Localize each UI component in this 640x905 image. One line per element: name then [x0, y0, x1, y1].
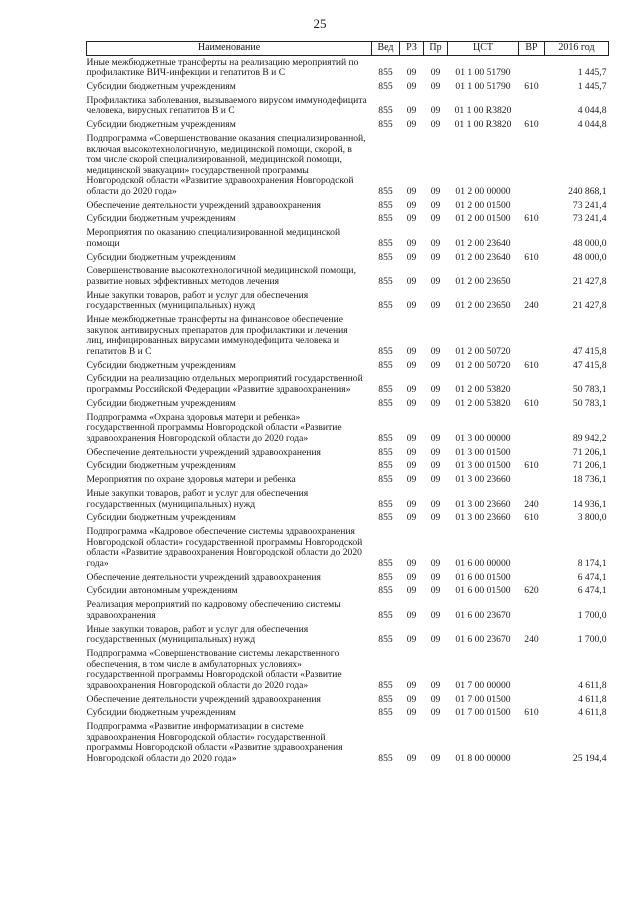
row-amount-cell: 4 611,8 [578, 707, 607, 719]
row-name-cell: Иные закупки товаров, работ и услуг для обеспечения государственных (муниципальных) нужд [86, 623, 309, 646]
table-row [87, 397, 609, 411]
row-amount-cell: 71 206,1 [572, 460, 607, 472]
row-vr-cell: 610 [524, 80, 539, 92]
table-row [87, 56, 609, 81]
row-ved-cell: 855 [378, 512, 393, 524]
row-name-cell: Субсидии на реализацию отдельных мероприятий государственной программы Российской Федерации «Развитие здравоохранения» [86, 373, 363, 396]
row-cst-cell: 01 7 00 01500 [455, 693, 511, 705]
row-name-cell: Субсидии бюджетным учреждениям [86, 397, 236, 409]
header-year: 2016 год [545, 42, 609, 56]
row-pr-cell: 09 [430, 213, 441, 225]
header-ved: Вед [372, 42, 400, 56]
row-cst-cell: 01 6 00 01500 [455, 585, 511, 597]
row-vr-cell [519, 227, 545, 251]
row-rz-cell: 09 [406, 571, 417, 583]
row-vr-cell [519, 314, 545, 360]
row-pr-cell: 09 [430, 634, 441, 646]
row-cst-cell: 01 3 00 01500 [455, 460, 511, 472]
row-vr-cell: 610 [524, 213, 539, 225]
row-vr-cell: 610 [524, 397, 539, 409]
table-row [87, 693, 609, 707]
table-row [87, 585, 609, 599]
row-vr-cell: 610 [524, 512, 539, 524]
row-ved-cell: 855 [378, 345, 393, 357]
table-row [87, 707, 609, 721]
row-pr-cell: 09 [430, 300, 441, 312]
row-cst-cell: 01 2 00 50720 [455, 345, 511, 357]
row-ved-cell: 855 [378, 557, 393, 569]
row-cst-cell: 01 3 00 01500 [455, 446, 511, 458]
row-cst-cell: 01 3 00 23660 [455, 498, 511, 510]
row-name-cell: Субсидии автономным учреждениям [86, 585, 238, 597]
row-ved-cell: 855 [378, 609, 393, 621]
table-row [87, 460, 609, 474]
row-cst-cell: 01 2 00 23650 [455, 300, 511, 312]
row-vr-cell: 240 [524, 498, 539, 510]
row-name-cell: Субсидии бюджетным учреждениям [86, 460, 236, 472]
table-row [87, 647, 609, 693]
table-row [87, 132, 609, 199]
row-amount-cell: 48 000,0 [572, 251, 607, 263]
row-rz-cell: 09 [406, 498, 417, 510]
table-row [87, 446, 609, 460]
row-pr-cell: 09 [430, 119, 441, 131]
row-amount-cell: 14 936,1 [572, 498, 607, 510]
row-ved-cell: 855 [378, 251, 393, 263]
row-name-cell: Подпрограмма «Развитие информатизации в системе здравоохранения Новгородской области» государственной программы Новгородской области «Развитие здравоохранения Новгородской области до 2020 года» [86, 721, 343, 764]
row-vr-cell [519, 526, 545, 572]
row-name-cell: Субсидии бюджетным учреждениям [86, 80, 236, 92]
row-amount-cell: 1 700,0 [577, 609, 607, 621]
row-rz-cell: 09 [406, 199, 417, 211]
row-name-cell: Совершенствование высокотехнологичной медицинской помощи, развитие новых эффективных методов лечения [86, 265, 356, 287]
table-row [87, 80, 609, 94]
row-name-cell: Субсидии бюджетным учреждениям [86, 512, 236, 524]
table-row [87, 571, 609, 585]
row-name-cell: Субсидии бюджетным учреждениям [86, 119, 236, 131]
row-pr-cell: 09 [430, 185, 441, 197]
row-cst-cell: 01 1 00 R3820 [454, 119, 512, 131]
row-name-cell: Иные межбюджетные трансферты на реализацию мероприятий по профилактике ВИЧ-инфекции и гепатитов В и С [86, 56, 359, 79]
row-name-cell: Реализация мероприятий по кадровому обеспечению системы здравоохранения [86, 599, 341, 621]
row-cst-cell: 01 2 00 01500 [455, 213, 511, 225]
row-rz-cell: 09 [406, 67, 417, 79]
row-rz-cell: 09 [406, 213, 417, 225]
row-pr-cell: 09 [430, 609, 441, 621]
row-pr-cell: 09 [430, 80, 441, 92]
row-ved-cell: 855 [378, 199, 393, 211]
row-rz-cell: 09 [406, 105, 417, 117]
row-amount-cell: 4 611,8 [578, 693, 607, 705]
row-cst-cell: 01 6 00 23670 [455, 634, 511, 646]
row-rz-cell: 09 [406, 432, 417, 444]
row-name-cell: Подпрограмма «Кадровое обеспечение системы здравоохранения Новгородской области» государственной программы Новгородской области «Развитие здравоохранения Новгородской области до 2020 года» [86, 526, 363, 569]
row-name-cell: Иные закупки товаров, работ и услуг для обеспечения государственных (муниципальных) нужд [86, 289, 309, 312]
row-ved-cell: 855 [378, 119, 393, 131]
row-name-cell: Иные межбюджетные трансферты на финансовое обеспечение закупок антивирусных препаратов для профилактики и лечения лиц, инфицированных вирусами иммунодефицита человека и гепатитов В и С [86, 314, 348, 357]
row-pr-cell: 09 [430, 237, 441, 249]
row-name-cell: Профилактика заболевания, вызываемого вирусом иммунодефицита человека, вирусных гепатитов В и С [86, 94, 367, 117]
row-ved-cell: 855 [378, 571, 393, 583]
row-amount-cell: 1 445,7 [577, 80, 607, 92]
row-amount-cell: 6 474,1 [577, 571, 607, 583]
row-name-cell: Обеспечение деятельности учреждений здравоохранения [86, 571, 321, 583]
row-amount-cell: 8 174,1 [577, 557, 607, 569]
table-header-row [87, 42, 609, 56]
row-cst-cell: 01 2 00 00000 [455, 185, 511, 197]
table-row [87, 512, 609, 526]
row-amount-cell: 21 427,8 [572, 275, 607, 287]
row-vr-cell: 610 [524, 359, 539, 371]
header-pr: Пр [424, 42, 448, 56]
row-name-cell: Иные закупки товаров, работ и услуг для обеспечения государственных (муниципальных) нужд [86, 487, 309, 510]
row-ved-cell: 855 [378, 359, 393, 371]
table-row [87, 487, 609, 511]
table-row [87, 199, 609, 213]
row-vr-cell [519, 721, 545, 767]
row-name-cell: Обеспечение деятельности учреждений здравоохранения [86, 693, 321, 705]
row-cst-cell: 01 2 00 53820 [455, 384, 511, 396]
table-row [87, 599, 609, 623]
header-vr: ВР [519, 42, 545, 56]
row-vr-cell [519, 373, 545, 397]
row-cst-cell: 01 7 00 00000 [455, 679, 511, 691]
row-rz-cell: 09 [406, 300, 417, 312]
row-rz-cell: 09 [406, 460, 417, 472]
row-name-cell: Субсидии бюджетным учреждениям [86, 213, 236, 225]
row-pr-cell: 09 [430, 752, 441, 764]
row-cst-cell: 01 1 00 R3820 [454, 105, 512, 117]
row-amount-cell: 25 194,4 [572, 752, 607, 764]
row-amount-cell: 71 206,1 [572, 446, 607, 458]
row-rz-cell: 09 [406, 119, 417, 131]
row-pr-cell: 09 [430, 432, 441, 444]
row-rz-cell: 09 [406, 557, 417, 569]
table-row [87, 526, 609, 572]
row-name-cell: Субсидии бюджетным учреждениям [86, 359, 236, 371]
row-vr-cell [519, 647, 545, 693]
row-pr-cell: 09 [430, 105, 441, 117]
row-amount-cell: 73 241,4 [572, 213, 607, 225]
row-rz-cell: 09 [406, 80, 417, 92]
row-pr-cell: 09 [430, 199, 441, 211]
row-ved-cell: 855 [378, 693, 393, 705]
row-ved-cell: 855 [378, 460, 393, 472]
row-rz-cell: 09 [406, 512, 417, 524]
row-vr-cell [519, 474, 545, 488]
row-cst-cell: 01 2 00 23640 [455, 251, 511, 263]
table-row [87, 289, 609, 313]
row-pr-cell: 09 [430, 397, 441, 409]
row-pr-cell: 09 [430, 498, 441, 510]
row-cst-cell: 01 7 00 01500 [455, 707, 511, 719]
row-rz-cell: 09 [406, 397, 417, 409]
row-name-cell: Обеспечение деятельности учреждений здравоохранения [86, 446, 321, 458]
row-name-cell: Подпрограмма «Охрана здоровья матери и ребенка» государственной программы Новгородской области «Развитие здравоохранения Новгородской области до 2020 года» [86, 411, 342, 444]
row-pr-cell: 09 [430, 251, 441, 263]
row-rz-cell: 09 [406, 707, 417, 719]
row-cst-cell: 01 1 00 51790 [455, 67, 511, 79]
row-vr-cell: 610 [524, 707, 539, 719]
row-amount-cell: 47 415,8 [572, 345, 607, 357]
row-cst-cell: 01 3 00 23660 [455, 512, 511, 524]
row-ved-cell: 855 [378, 707, 393, 719]
row-ved-cell: 855 [378, 67, 393, 79]
row-ved-cell: 855 [378, 432, 393, 444]
row-amount-cell: 73 241,4 [572, 199, 607, 211]
row-name-cell: Обеспечение деятельности учреждений здравоохранения [86, 199, 321, 211]
table-row [87, 314, 609, 360]
row-pr-cell: 09 [430, 384, 441, 396]
table-row [87, 119, 609, 133]
table-row [87, 213, 609, 227]
row-rz-cell: 09 [406, 585, 417, 597]
row-vr-cell [519, 446, 545, 460]
row-rz-cell: 09 [406, 345, 417, 357]
row-cst-cell: 01 2 00 23650 [455, 275, 511, 287]
row-name-cell: Подпрограмма «Совершенствование системы лекарственного обеспечения, в том числе в амбулаторных условиях» государственной программы Новгородской области «Развитие здравоохранения Новгородской области до 2020 года» [86, 647, 342, 691]
row-vr-cell [519, 199, 545, 213]
row-cst-cell: 01 2 00 53820 [455, 397, 511, 409]
row-rz-cell: 09 [406, 251, 417, 263]
row-amount-cell: 50 783,1 [572, 397, 607, 409]
header-name: Наименование [87, 42, 372, 56]
row-ved-cell: 855 [378, 80, 393, 92]
row-ved-cell: 855 [378, 498, 393, 510]
row-ved-cell: 855 [378, 474, 393, 486]
row-cst-cell: 01 8 00 00000 [455, 752, 511, 764]
row-ved-cell: 855 [378, 446, 393, 458]
row-pr-cell: 09 [430, 460, 441, 472]
table-body [87, 56, 609, 767]
table-row [87, 721, 609, 767]
row-amount-cell: 21 427,8 [572, 300, 607, 312]
row-vr-cell: 610 [524, 251, 539, 263]
row-amount-cell: 4 611,8 [578, 679, 607, 691]
row-vr-cell [519, 56, 545, 81]
table-row [87, 359, 609, 373]
header-cst: ЦСТ [448, 42, 519, 56]
row-pr-cell: 09 [430, 693, 441, 705]
row-amount-cell: 1 445,7 [577, 67, 607, 79]
row-cst-cell: 01 6 00 01500 [455, 571, 511, 583]
row-pr-cell: 09 [430, 571, 441, 583]
row-name-cell: Подпрограмма «Совершенствование оказания специализированной, включая высокотехнологичную, медицинской помощи, скорой, в том числе скорой специализированной, медицинской помощи, медицинской эвакуации» государственной программы Новгородской области «Развитие здравоохранения Новгородской области до 2020 года» [86, 132, 366, 197]
budget-table [86, 41, 609, 766]
row-vr-cell: 240 [524, 300, 539, 312]
page-number: 25 [313, 16, 327, 31]
row-cst-cell: 01 2 00 01500 [455, 199, 511, 211]
table-row [87, 474, 609, 488]
row-vr-cell [519, 571, 545, 585]
row-pr-cell: 09 [430, 512, 441, 524]
table-row [87, 373, 609, 397]
row-vr-cell [519, 693, 545, 707]
row-rz-cell: 09 [406, 474, 417, 486]
row-rz-cell: 09 [406, 693, 417, 705]
row-cst-cell: 01 6 00 23670 [455, 609, 511, 621]
row-vr-cell: 620 [524, 585, 539, 597]
row-vr-cell [519, 132, 545, 199]
row-vr-cell [519, 265, 545, 289]
row-rz-cell: 09 [406, 275, 417, 287]
row-cst-cell: 01 6 00 00000 [455, 557, 511, 569]
table-row [87, 265, 609, 289]
row-cst-cell: 01 3 00 23660 [455, 474, 511, 486]
row-amount-cell: 6 474,1 [577, 585, 607, 597]
row-rz-cell: 09 [406, 359, 417, 371]
row-ved-cell: 855 [378, 634, 393, 646]
row-rz-cell: 09 [406, 752, 417, 764]
row-pr-cell: 09 [430, 446, 441, 458]
row-ved-cell: 855 [378, 275, 393, 287]
row-pr-cell: 09 [430, 359, 441, 371]
row-amount-cell: 1 700,0 [577, 634, 607, 646]
row-pr-cell: 09 [430, 345, 441, 357]
table-row [87, 227, 609, 251]
row-pr-cell: 09 [430, 474, 441, 486]
row-amount-cell: 50 783,1 [572, 384, 607, 396]
table-row [87, 411, 609, 446]
row-ved-cell: 855 [378, 384, 393, 396]
row-ved-cell: 855 [378, 585, 393, 597]
row-rz-cell: 09 [406, 634, 417, 646]
row-vr-cell: 610 [524, 119, 539, 131]
row-amount-cell: 47 415,8 [572, 359, 607, 371]
row-vr-cell [519, 599, 545, 623]
header-rz: РЗ [400, 42, 424, 56]
row-ved-cell: 855 [378, 397, 393, 409]
row-name-cell: Мероприятия по охране здоровья матери и ребенка [86, 474, 296, 486]
row-amount-cell: 18 736,1 [572, 474, 607, 486]
row-rz-cell: 09 [406, 384, 417, 396]
row-rz-cell: 09 [406, 237, 417, 249]
row-cst-cell: 01 1 00 51790 [455, 80, 511, 92]
row-ved-cell: 855 [378, 105, 393, 117]
row-pr-cell: 09 [430, 707, 441, 719]
row-cst-cell: 01 2 00 50720 [455, 359, 511, 371]
row-name-cell: Мероприятия по оказанию специализированной медицинской помощи [86, 227, 341, 249]
row-name-cell: Субсидии бюджетным учреждениям [86, 251, 236, 263]
row-rz-cell: 09 [406, 679, 417, 691]
row-amount-cell: 240 868,1 [568, 185, 607, 197]
row-name-cell: Субсидии бюджетным учреждениям [86, 707, 236, 719]
row-amount-cell: 4 044,8 [577, 119, 607, 131]
row-vr-cell [519, 411, 545, 446]
row-cst-cell: 01 2 00 23640 [455, 237, 511, 249]
row-rz-cell: 09 [406, 185, 417, 197]
row-cst-cell: 01 3 00 00000 [455, 432, 511, 444]
row-amount-cell: 48 000,0 [572, 237, 607, 249]
row-ved-cell: 855 [378, 300, 393, 312]
row-ved-cell: 855 [378, 213, 393, 225]
row-ved-cell: 855 [378, 679, 393, 691]
row-ved-cell: 855 [378, 185, 393, 197]
row-amount-cell: 89 942,2 [572, 432, 607, 444]
row-vr-cell: 240 [524, 634, 539, 646]
row-pr-cell: 09 [430, 557, 441, 569]
table-row [87, 623, 609, 647]
row-rz-cell: 09 [406, 609, 417, 621]
row-pr-cell: 09 [430, 275, 441, 287]
row-pr-cell: 09 [430, 585, 441, 597]
table-row [87, 94, 609, 118]
row-rz-cell: 09 [406, 446, 417, 458]
table-row [87, 251, 609, 265]
row-vr-cell [519, 94, 545, 118]
row-ved-cell: 855 [378, 237, 393, 249]
row-pr-cell: 09 [430, 679, 441, 691]
row-amount-cell: 3 800,0 [577, 512, 607, 524]
row-vr-cell: 610 [524, 460, 539, 472]
row-amount-cell: 4 044,8 [577, 105, 607, 117]
row-pr-cell: 09 [430, 67, 441, 79]
row-ved-cell: 855 [378, 752, 393, 764]
